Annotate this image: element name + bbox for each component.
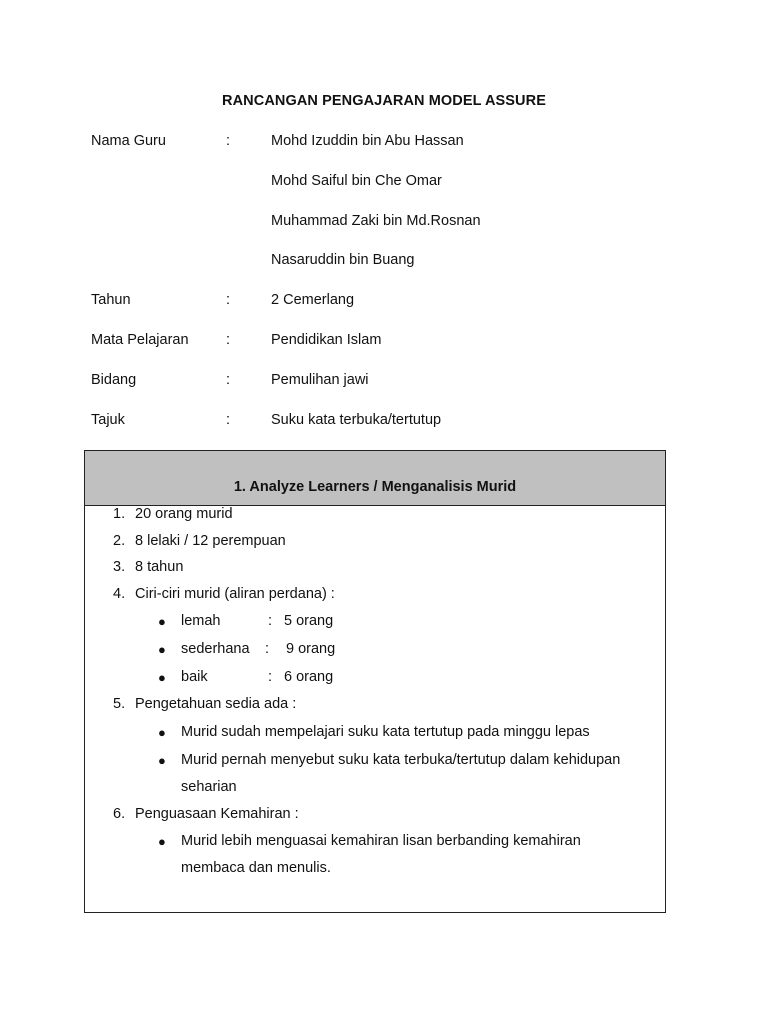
bullet-text-continued: seharian — [181, 779, 237, 795]
tajuk-label: Tajuk — [91, 412, 125, 428]
teacher-name: Mohd Saiful bin Che Omar — [271, 173, 442, 189]
teacher-name: Mohd Izuddin bin Abu Hassan — [271, 133, 464, 149]
list-number: 2. — [113, 533, 126, 549]
list-item: 20 orang murid — [135, 506, 233, 522]
bullet-icon: ● — [158, 614, 166, 629]
tahun-colon: : — [226, 292, 231, 308]
ciri-value: 6 orang — [284, 669, 334, 685]
ciri-colon: : — [265, 641, 270, 657]
bullet-text: Murid sudah mempelajari suku kata tertutup pada minggu lepas — [181, 724, 590, 740]
mata-pelajaran-value: Pendidikan Islam — [271, 332, 382, 348]
bidang-colon: : — [226, 372, 231, 388]
nama-guru-label: Nama Guru — [91, 133, 166, 149]
tajuk-colon: : — [226, 412, 231, 428]
ciri-value: 9 orang — [286, 641, 336, 657]
bullet-icon: ● — [158, 670, 166, 685]
bullet-icon: ● — [158, 834, 166, 849]
ciri-label: sederhana — [181, 641, 250, 657]
list-number: 6. — [113, 806, 126, 822]
bullet-text: Murid pernah menyebut suku kata terbuka/tertutup dalam kehidupan — [181, 752, 621, 768]
tahun-value: 2 Cemerlang — [271, 292, 355, 308]
list-item: 8 tahun — [135, 559, 184, 575]
ciri-colon: : — [268, 669, 273, 685]
list-number: 3. — [113, 559, 126, 575]
tahun-label: Tahun — [91, 292, 131, 308]
list-item: 8 lelaki / 12 perempuan — [135, 533, 286, 549]
tajuk-value: Suku kata terbuka/tertutup — [271, 412, 442, 428]
nama-guru-colon: : — [226, 133, 231, 149]
section-title: 1. Analyze Learners / Menganalisis Murid — [233, 479, 517, 495]
bullet-icon: ● — [158, 725, 166, 740]
list-item: Pengetahuan sedia ada : — [135, 696, 297, 712]
list-item: Penguasaan Kemahiran : — [135, 806, 299, 822]
teacher-name: Nasaruddin bin Buang — [271, 252, 415, 268]
teacher-name: Muhammad Zaki bin Md.Rosnan — [271, 213, 481, 229]
ciri-value: 5 orang — [284, 613, 334, 629]
ciri-colon: : — [268, 613, 273, 629]
bullet-icon: ● — [158, 642, 166, 657]
ciri-label: lemah — [181, 613, 221, 629]
bullet-text: Murid lebih menguasai kemahiran lisan berbanding kemahiran — [181, 833, 581, 849]
list-item: Ciri-ciri murid (aliran perdana) : — [135, 586, 335, 602]
bidang-label: Bidang — [91, 372, 137, 388]
bullet-icon: ● — [158, 753, 166, 768]
bullet-text-continued: membaca dan menulis. — [181, 860, 331, 876]
list-number: 1. — [113, 506, 126, 522]
document-title: RANCANGAN PENGAJARAN MODEL ASSURE — [222, 93, 546, 109]
bidang-value: Pemulihan jawi — [271, 372, 369, 388]
list-number: 4. — [113, 586, 126, 602]
mata-pelajaran-label: Mata Pelajaran — [91, 332, 189, 348]
mata-pelajaran-colon: : — [226, 332, 231, 348]
list-number: 5. — [113, 696, 126, 712]
ciri-label: baik — [181, 669, 208, 685]
section-header — [85, 451, 665, 506]
